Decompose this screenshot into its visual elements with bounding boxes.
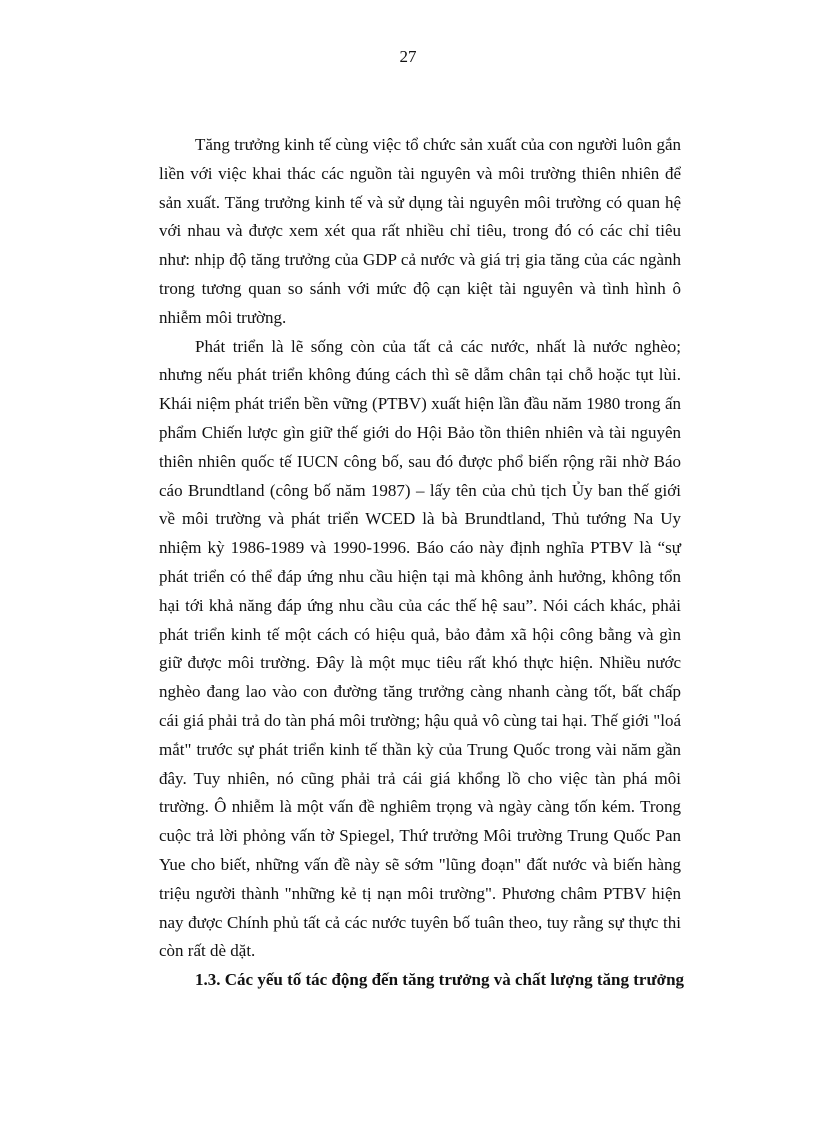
- document-body: [159, 131, 685, 995]
- section-heading: 1.3. Các yếu tố tác động đến tăng trưởng và chất lượng tăng trưởng: [195, 970, 685, 990]
- page-number: 27: [399, 47, 417, 66]
- paragraph-sustainable-development: Phát triển là lẽ sống còn của tất cả các nước, nhất là nước nghèo; nhưng nếu phát triển không đúng cách thì sẽ dẫm chân tại chỗ hoặc tụt lùi. Khái niệm phát triển bền vững (PTBV) xuất hiện lần đầu năm 1980 trong ấn phẩm Chiến lược gìn giữ thế giới do Hội Bảo tồn thiên nhiên và tài nguyên thiên nhiên quốc tế IUCN công bố, sau đó được phổ biến rộng rãi nhờ Báo cáo Brundtland (công bố năm 1987) – lấy tên của chủ tịch Ủy ban thế giới về môi trường và phát triển WCED là bà Brundtland, Thủ tướng Na Uy nhiệm kỳ 1986-1989 và 1990-1996. Báo cáo này định nghĩa PTBV là “sự phát triển có thể đáp ứng nhu cầu hiện tại mà không ảnh hưởng, không tổn hại tới khả năng đáp ứng nhu cầu của các thế hệ sau”. Nói cách khác, phải phát triển kinh tế một cách có hiệu quả, bảo đảm xã hội công bằng và gìn giữ được môi trường. Đây là một mục tiêu rất khó thực hiện. Nhiều nước nghèo đang lao vào con đường tăng trưởng càng nhanh càng tốt, bất chấp cái giá phải trả do tàn phá môi trường; hậu quả vô cùng tai hại. Thế giới "loá mắt" trước sự phát triển kinh tế thần kỳ của Trung Quốc trong vài năm gần đây. Tuy nhiên, nó cũng phải trả cái giá khổng lồ cho việc tàn phá môi trường. Ô nhiễm là một vấn đề nghiêm trọng và ngày càng tốn kém. Trong cuộc trả lời phỏng vấn tờ Spiegel, Thứ trưởng Môi trường Trung Quốc Pan Yue cho biết, những vấn đề này sẽ sớm "lũng đoạn" đất nước và biến hàng triệu người thành "những kẻ tị nạn môi trường". Phương châm PTBV hiện nay được Chính phủ tất cả các nước tuyên bố tuân theo, tuy rằng sự thực thi còn rất dè dặt.: [159, 336, 681, 961]
- paragraph-economic-growth: Tăng trưởng kinh tế cùng việc tổ chức sản xuất của con người luôn gắn liền với việc khai thác các nguồn tài nguyên và môi trường thiên nhiên để sản xuất. Tăng trưởng kinh tế và sử dụng tài nguyên môi trường có quan hệ với nhau và được xem xét qua rất nhiều chỉ tiêu, trong đó có các chỉ tiêu như: nhịp độ tăng trưởng của GDP cả nước và giá trị gia tăng của các ngành trong tương quan so sánh với mức độ cạn kiệt tài nguyên và tình hình ô nhiễm môi trường.: [159, 135, 681, 327]
